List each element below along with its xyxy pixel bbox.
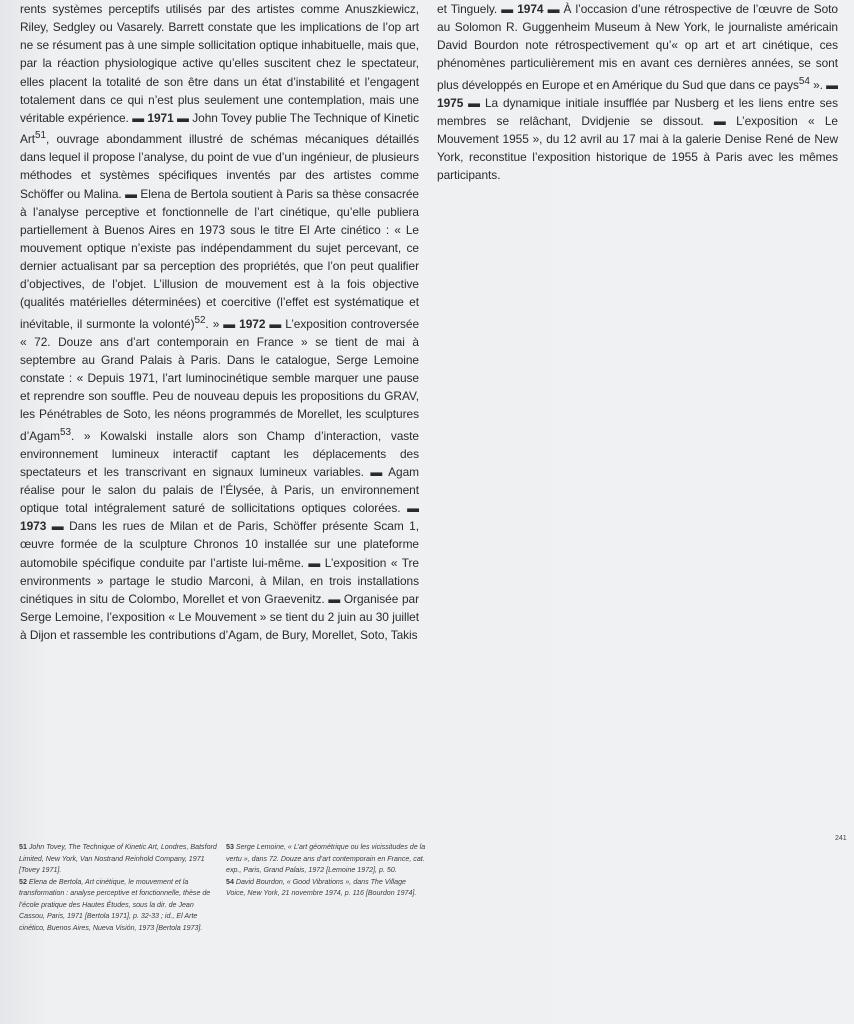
footnote-ref-51: 51 — [35, 130, 46, 142]
text-run: À l’occasion d’une rétrospective de l’œuvre de Soto au Solomon R. Guggenheim Museum à New York, le journaliste américain David Bourdon note rétrospectivement qu’« op art et art cinétique, ces phénomènes particulièrement mis en avant ces dernières années, se sont plus développés en Europe et en Amérique du Sud que dans ce pays — [437, 2, 838, 92]
footnote-ref-54: 54 — [798, 75, 810, 87]
text-run: , ouvrage abondamment illustré de schémas mécaniques détaillés dans lequel il propose l’analyse, du point de vue d’un ingénieur, de plusieurs méthodes et systèmes spécifiques inventés par des artistes comme Schöffer ou Malina. ▬ Elena de Bertola soutient à Paris sa thèse consacrée à l’analyse perceptive et fonctionnelle de l’art cinétique, qu’elle publiera partiellement à Buenos Aires en 1973 sous le titre El Arte cinético : « Le mouvement optique n’existe pas indépendamment du sujet percevant, ce dernier actualisant par sa perception des propriétés, que l’on peut qualifier d’objectives, de l’objet. L’illusion de mouvement est à la fois objective (qualités matérielles déterminées) et coercitive (l’effet est systématique et inévitable, il surmonte la volonté) — [20, 132, 419, 331]
footnote-number: 52 — [19, 877, 27, 886]
footnote-ref-52: 52 — [194, 314, 206, 326]
right-paragraph — [437, 0, 838, 185]
footnotes-column-b — [226, 842, 426, 900]
right-text-column — [437, 0, 838, 185]
text-run: rents systèmes perceptifs utilisés par des artistes comme Anuszkiewicz, Riley, Sedgley ou Vasarely. Barrett constate que les implications de l’op art ne se résument pas à une simple sollicitation optique inhabituelle, mais que, par la réaction physiologique active qu’elles suscitent chez le spectateur, elles placent la totalité de son être dans un état d’instabilité et l’engagent totalement dans ce qui n’est plus seulement une contemplation, mais une véritable expérience. — [20, 2, 419, 125]
text-run: . » — [205, 316, 224, 331]
left-text-column — [20, 0, 419, 644]
year-marker-1972: ▬ 1972 ▬ — [223, 316, 282, 331]
footnote-number: 51 — [19, 843, 27, 851]
footnotes-column-a — [19, 842, 219, 934]
footnote-text: John Tovey, The Technique of Kinetic Art, Londres, Batsford Limited, New York, Van Nostrand Reinhold Company, 1971 [Tovey 1971]. — [19, 843, 217, 874]
text-run: L’exposition controversée « 72. Douze ans d’art contemporain en France » se tient de mai à septembre au Grand Palais à Paris. Dans le catalogue, Serge Lemoine constate : « Depuis 1971, l’art luminocinétique semble marquer une pause et reprendre son souffle. Peu de nouveau depuis les propositions du GRAV, les Pénétrables de Soto, les néons programmés de Morellet, les sculptures d’Agam — [20, 316, 420, 443]
year-marker-1973: ▬ 1973 ▬ — [20, 501, 419, 534]
page-number: 241 — [835, 835, 847, 842]
text-run: John Tovey publie The Technique of Kinetic Art — [20, 110, 419, 147]
text-run: et Tinguely. — [437, 2, 502, 16]
footnote-text: Elena de Bertola, Art cinétique, le mouvement et la transformation : analyse perceptive et fonctionnelle, thèse de l’école pratique des Hautes Études, sous la dir. de Jean Cassou, Paris, 1971 [Bertola 1971], p. 32-33 ; id., El Arte cinético, Buenos Aires, Nueva Visión, 1973 [Bertola 1973]. — [19, 877, 211, 932]
year-marker-1971: ▬ 1971 ▬ — [132, 110, 189, 125]
footnote-54 — [226, 877, 426, 900]
year-marker-1974: ▬ 1974 ▬ — [501, 2, 560, 16]
left-paragraph — [20, 0, 419, 644]
footnote-53 — [226, 842, 426, 877]
text-run: . » Kowalski installe alors son Champ d’interaction, vaste environnement lumineux interactif captant les déplacements des spectateurs et les transcrivant en signaux lumineux variables. ▬ Agam réalise pour le salon du palais de l’Élysée, à Paris, un environnement optique total intégralement saturé de sollicitations optiques colorées. — [20, 428, 419, 516]
footnote-51 — [19, 842, 219, 877]
footnote-52 — [19, 877, 219, 935]
text-run: ». — [809, 77, 827, 92]
text-run: Dans les rues de Milan et de Paris, Schöffer présente Scam 1, œuvre formée de la sculpture Chronos 10 installée sur une plateforme automobile spécifique conduite par l’artiste lui-même. ▬ L’exposition « Tre environments » partage le studio Marconi, à Milan, en trois installations cinétiques in situ de Colombo, Morellet et von Graevenitz. ▬ Organisée par Serge Lemoine, l’exposition « Le Mouvement » se tient du 2 juin au 30 juillet à Dijon et rassemble les contributions d’Agam, de Bury, Morellet, Soto, Takis — [20, 519, 419, 643]
footnote-text: David Bourdon, « Good Vibrations », dans The Village Voice, New York, 21 novembre 1974, p. 116 [Bourdon 1974]. — [226, 877, 417, 897]
footnote-number: 53 — [226, 843, 234, 851]
footnote-ref-53: 53 — [60, 426, 71, 438]
year-marker-1975: ▬ 1975 ▬ — [437, 77, 838, 110]
footnote-text: Serge Lemoine, « L’art géométrique ou les vicissitudes de la vertu », dans 72. Douze ans d’art contemporain en France, cat. exp., Paris, Grand Palais, 1972 [Lemoine 1972], p. 50. — [226, 843, 426, 874]
text-run: La dynamique initiale insufflée par Nusberg et les liens entre ses membres se relâchant, Dvidjenie se dissout. ▬ L’exposition « Le Mouvement 1955 », du 12 avril au 17 mai à la galerie Denise René de New York, reconstitue l’exposition historique de 1955 à Paris avec les mêmes participants. — [437, 95, 838, 183]
footnote-number: 54 — [226, 877, 234, 886]
